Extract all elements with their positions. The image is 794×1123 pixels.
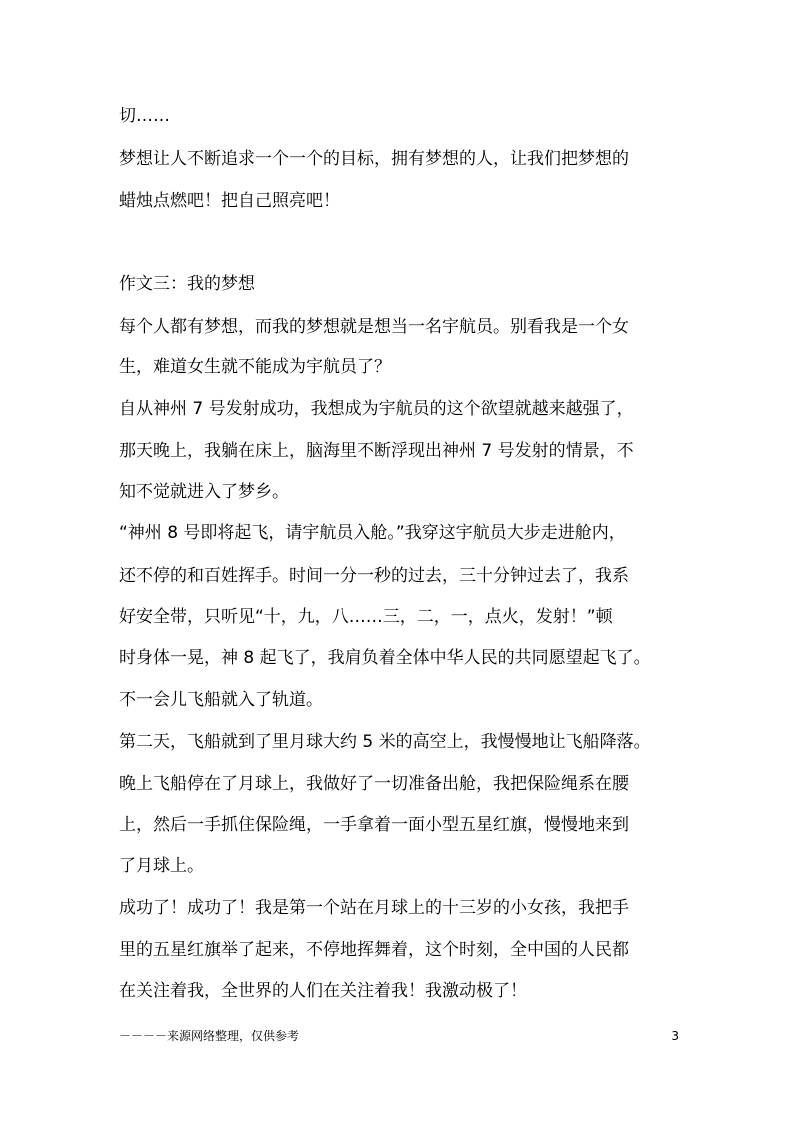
text-line: 切…… [119,106,170,126]
text-line: 第二天，飞船就到了里月球大约 5 米的高空上，我慢慢地让飞船降落。 [119,732,651,752]
page-number: 3 [671,1029,679,1043]
text-line: 了月球上。 [119,856,204,876]
text-line: 时身体一晃，神 8 起飞了，我肩负着全体中华人民的共同愿望起飞了。 [119,648,651,668]
text-line: 蜡烛点燃吧！把自己照亮吧！ [119,191,340,211]
essay-heading: 作文三：我的梦想 [119,274,255,294]
text-line: 梦想让人不断追求一个一个的目标，拥有梦想的人，让我们把梦想的 [119,149,629,169]
text-line: 好安全带，只听见“十，九，八……三，二，一，点火，发射！”顿 [119,607,613,627]
text-line: 上，然后一手抓住保险绳，一手拿着一面小型五星红旗，慢慢地来到 [119,815,629,835]
text-line: 那天晚上，我躺在床上，脑海里不断浮现出神州 7 号发射的情景，不 [119,441,634,461]
text-line: 生，难道女生就不能成为宇航员了？ [119,357,391,377]
text-line: 里的五星红旗举了起来，不停地挥舞着，这个时刻，全中国的人民都 [119,940,629,960]
text-line: “神州 8 号即将起飞，请宇航员入舱。”我穿这宇航员大步走进舱内， [119,523,626,543]
text-line: 在关注着我，全世界的人们在关注着我！我激动极了！ [119,981,527,1001]
footer-source-note: －－－－来源网络整理，仅供参考 [119,1029,300,1043]
text-line: 成功了！成功了！我是第一个站在月球上的十三岁的小女孩，我把手 [119,898,629,918]
text-line: 晚上飞船停在了月球上，我做好了一切准备出舱，我把保险绳系在腰 [119,774,629,794]
text-line: 知不觉就进入了梦乡。 [119,482,289,502]
text-line: 每个人都有梦想，而我的梦想就是想当一名宇航员。别看我是一个女 [119,317,629,337]
text-line: 自从神州 7 号发射成功，我想成为宇航员的这个欲望就越来越强了， [119,399,634,419]
text-line: 还不停的和百姓挥手。时间一分一秒的过去，三十分钟过去了，我系 [119,566,629,586]
text-line: 不一会儿飞船就入了轨道。 [119,690,323,710]
